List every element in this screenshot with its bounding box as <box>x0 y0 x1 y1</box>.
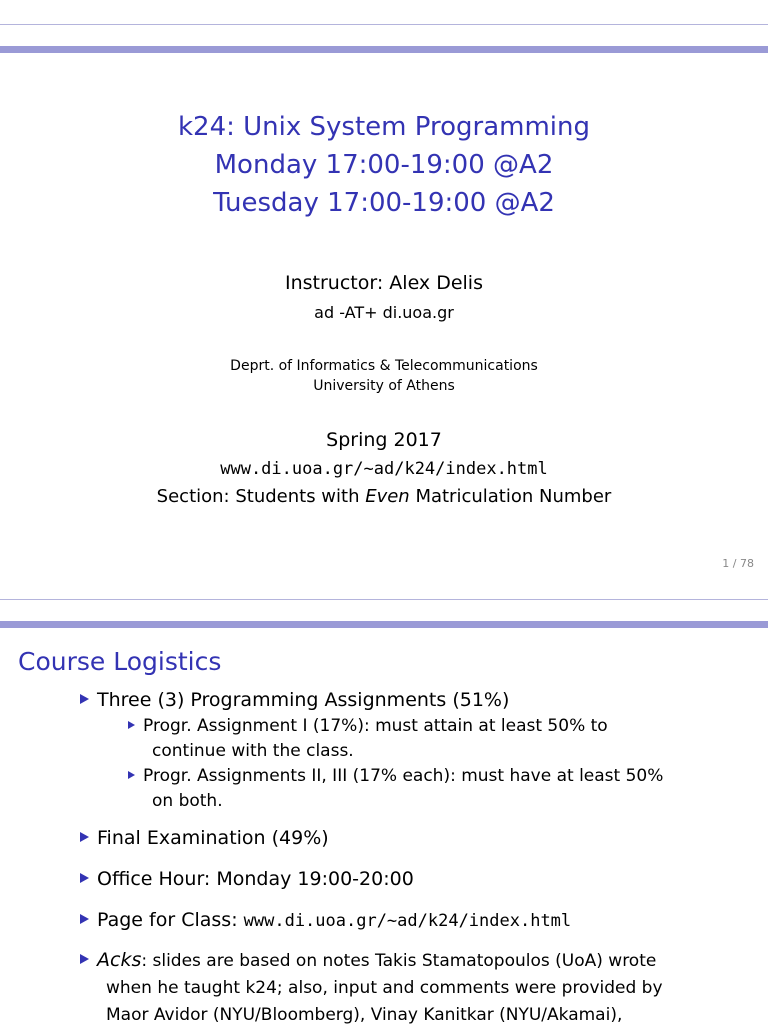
slide1-title-line-1: k24: Unix System Programming <box>177 112 590 142</box>
sub-bullet-1-line-2: continue with the class. <box>152 741 354 761</box>
bullet-triangle-icon <box>80 914 89 924</box>
bullet-triangle-icon <box>80 873 89 883</box>
section-prefix: Section: Students with <box>156 486 366 507</box>
slide1-top-thin-rule <box>0 24 768 25</box>
bullet-triangle-icon <box>80 694 89 704</box>
bullet-office-hour <box>80 866 414 892</box>
acks-line-2: when he taught k24; also, input and comments were provided by <box>106 978 663 998</box>
section-info <box>0 486 768 507</box>
sub-bullet-1-line-1: Progr. Assignment I (17%): must attain at least 50% to <box>143 716 608 736</box>
bullet-class-page-prefix: Page for Class: <box>97 909 244 931</box>
bullet-office-hour-text: Office Hour: Monday 19:00-20:00 <box>97 868 414 890</box>
sub-bullet-2-line-1: Progr. Assignments II, III (17% each): must have at least 50% <box>143 766 664 786</box>
bullet-class-page <box>80 907 571 934</box>
course-url[interactable]: www.di.uoa.gr/~ad/k24/index.html <box>220 459 548 479</box>
section-suffix: Matriculation Number <box>409 486 612 507</box>
sub-bullet-triangle-icon <box>128 721 135 729</box>
acks-line-3: Maor Avidor (NYU/Bloomberg), Vinay Kanitkar (NYU/Akamai), <box>106 1005 623 1025</box>
sub-bullet-assignment-2 <box>128 764 663 789</box>
slide2-top-thick-rule <box>0 621 768 628</box>
acks-line-1: : slides are based on notes Takis Stamatopoulos (UoA) wrote <box>141 951 657 971</box>
slide1-title-line-2: Monday 17:00-19:00 @A2 <box>214 150 554 180</box>
sub-bullet-triangle-icon <box>128 771 135 779</box>
acks-emphasis: Acks <box>97 949 142 971</box>
sub-bullet-assignment-1 <box>128 714 608 739</box>
instructor-email: ad -AT+ di.uoa.gr <box>314 303 454 322</box>
bullet-final-exam-text: Final Examination (49%) <box>97 827 329 849</box>
bullet-assignments-text: Three (3) Programming Assignments (51%) <box>97 689 510 711</box>
slide2-title: Course Logistics <box>18 647 222 676</box>
slide2-top-thin-rule <box>0 599 768 600</box>
sub-bullet-2-line-2: on both. <box>152 791 223 811</box>
instructor-name: Instructor: Alex Delis <box>285 272 483 294</box>
department: Deprt. of Informatics & Telecommunications <box>230 358 538 374</box>
bullet-assignments <box>80 687 509 713</box>
bullet-triangle-icon <box>80 832 89 842</box>
bullet-acks <box>80 947 656 974</box>
slide1-title-line-3: Tuesday 17:00-19:00 @A2 <box>213 188 555 218</box>
bullet-final-exam <box>80 825 329 851</box>
section-emphasis: Even <box>365 486 410 507</box>
page-number: 1 / 78 <box>722 557 754 570</box>
bullet-triangle-icon <box>80 954 89 964</box>
slide1-top-thick-rule <box>0 46 768 53</box>
term: Spring 2017 <box>326 429 442 451</box>
university: University of Athens <box>313 378 455 394</box>
class-page-url[interactable]: www.di.uoa.gr/~ad/k24/index.html <box>243 911 572 931</box>
